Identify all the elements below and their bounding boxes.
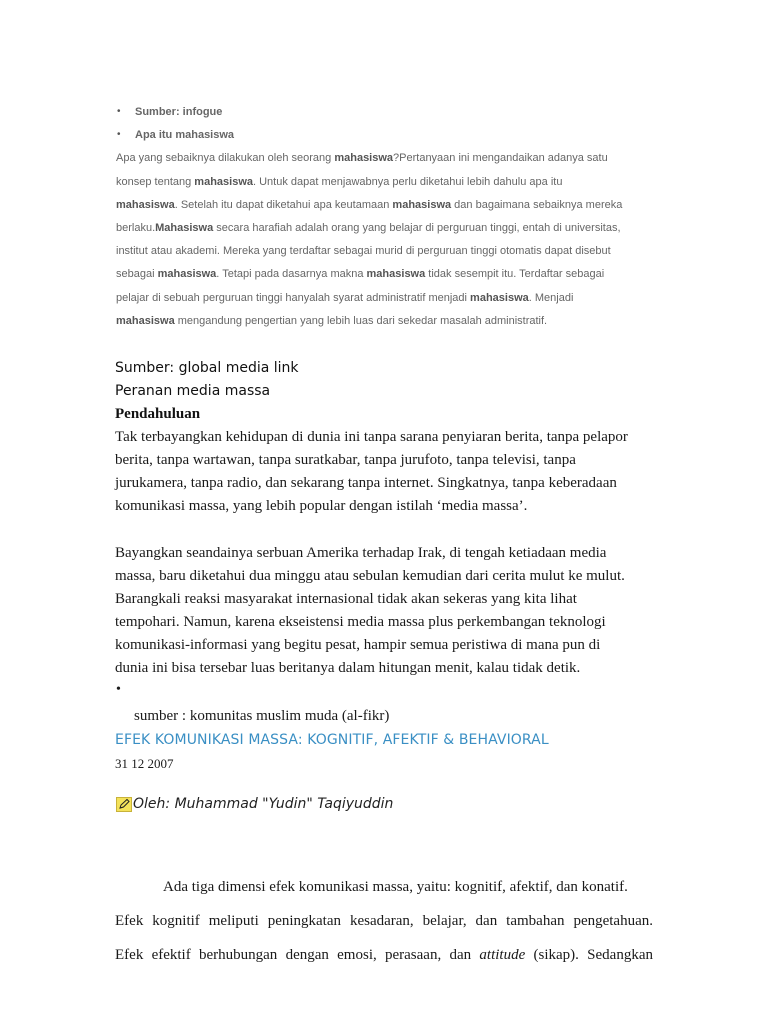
source-label-global-media: Sumber: global media link (115, 360, 299, 376)
paragraph-line: Efek kognitif meliputi peningkatan kesadaran, belajar, dan tambahan pengetahuan. (115, 913, 653, 929)
paragraph-line (116, 199, 622, 211)
line-text: sebagai (116, 268, 158, 280)
bullet-marker: • (116, 682, 121, 697)
line-text: dan bagaimana sebaiknya mereka (451, 199, 623, 211)
subsection-heading-pendahuluan: Pendahuluan (115, 406, 201, 422)
paragraph-line (115, 947, 653, 964)
paragraph-line: Tak terbayangkan kehidupan di dunia ini tanpa sarana penyiaran berita, tanpa pelapor (115, 429, 628, 445)
article-date: 31 12 2007 (115, 756, 174, 771)
article-title-efek-komunikasi: EFEK KOMUNIKASI MASSA: KOGNITIF, AFEKTIF & BEHAVIORAL (115, 732, 549, 748)
line-text: . Menjadi (528, 292, 574, 304)
bold-term: mahasiswa (116, 315, 175, 327)
paragraph-line (116, 268, 604, 280)
line-text: . Setelah itu dapat diketahui apa keutamaan (174, 199, 393, 211)
line-text: Apa yang sebaiknya dilakukan oleh seorang (116, 152, 335, 164)
paragraph-line: komunikasi massa, yang lebih popular dengan istilah ‘media massa’. (115, 498, 528, 514)
bold-term: mahasiswa (194, 176, 253, 188)
source-label-al-fikr: sumber : komunitas muslim muda (al-fikr) (134, 708, 390, 724)
line-text: tidak sesempit itu. Terdaftar sebagai (425, 268, 605, 280)
source-label-infogue: Sumber: infogue (135, 106, 223, 118)
paragraph-line (116, 222, 621, 234)
paragraph-line: komunikasi-informasi yang begitu pesat, hampir semua peristiwa di mana pun di (115, 637, 601, 653)
article-title-peranan-media: Peranan media massa (115, 383, 271, 399)
paragraph-line (116, 245, 611, 257)
bold-term: mahasiswa (470, 292, 529, 304)
line-text: . Untuk dapat menjawabnya perlu diketahui lebih dahulu apa itu (253, 176, 563, 188)
article-author: Oleh: Muhammad "Yudin" Taqiyuddin (133, 796, 394, 812)
paragraph-line (116, 315, 547, 327)
pencil-icon (116, 797, 132, 812)
paragraph-line: dunia ini bisa tersebar luas beritanya dalam hitungan menit, kalau tidak detik. (115, 660, 581, 676)
line-text: pelajar di sebuah perguruan tinggi hanyalah syarat administratif menjadi (116, 292, 471, 304)
bullet-marker: • (117, 129, 121, 140)
paragraph-line (116, 292, 573, 304)
bold-term: mahasiswa (157, 268, 217, 280)
line-text: konsep tentang (116, 176, 195, 188)
paragraph-line: Barangkali reaksi masyarakat internasional tidak akan sekeras yang kita lihat (115, 591, 577, 607)
paragraph-line (116, 152, 608, 164)
paragraph-line (116, 176, 562, 188)
bullet-marker: • (117, 106, 121, 117)
line-text: Efek efektif berhubungan dengan emosi, perasaan, dan (115, 947, 480, 963)
line-text: mengandung pengertian yang lebih luas dari sekedar masalah administratif. (174, 315, 548, 327)
paragraph-line: jurukamera, tanpa radio, dan sekarang tanpa internet. Singkatnya, tanpa keberadaan (115, 475, 617, 491)
line-text: . Tetapi pada dasarnya makna (216, 268, 367, 280)
line-text: (sikap). Sedangkan (525, 947, 653, 963)
bold-term: mahasiswa (116, 199, 175, 211)
line-text: berlaku. (116, 222, 156, 234)
italic-term-attitude: attitude (479, 947, 526, 963)
section-heading-mahasiswa: Apa itu mahasiswa (135, 129, 235, 141)
line-text: secara harafiah adalah orang yang belajar di perguruan tinggi, entah di universitas, (213, 222, 621, 234)
line-text: institut atau akademi. Mereka yang terdaftar sebagai murid di perguruan tinggi otomatis dapat disebut (116, 245, 611, 257)
paragraph-line: Bayangkan seandainya serbuan Amerika terhadap Irak, di tengah ketiadaan media (115, 545, 607, 561)
paragraph-line: berita, tanpa wartawan, tanpa suratkabar, tanpa jurufoto, tanpa televisi, tanpa (115, 452, 576, 468)
paragraph-line: tempohari. Namun, karena ekseistensi media massa plus perkembangan teknologi (115, 614, 606, 630)
paragraph-line: Ada tiga dimensi efek komunikasi massa, yaitu: kognitif, afektif, dan konatif. (163, 879, 628, 895)
bold-term: Mahasiswa (155, 222, 214, 234)
bold-term: mahasiswa (334, 152, 394, 164)
line-text: ?Pertanyaan ini mengandaikan adanya satu (393, 152, 608, 164)
bold-term: mahasiswa (366, 268, 426, 280)
bold-term: mahasiswa (392, 199, 452, 211)
paragraph-line: massa, baru diketahui dua minggu atau sebulan kemudian dari cerita mulut ke mulut. (115, 568, 625, 584)
